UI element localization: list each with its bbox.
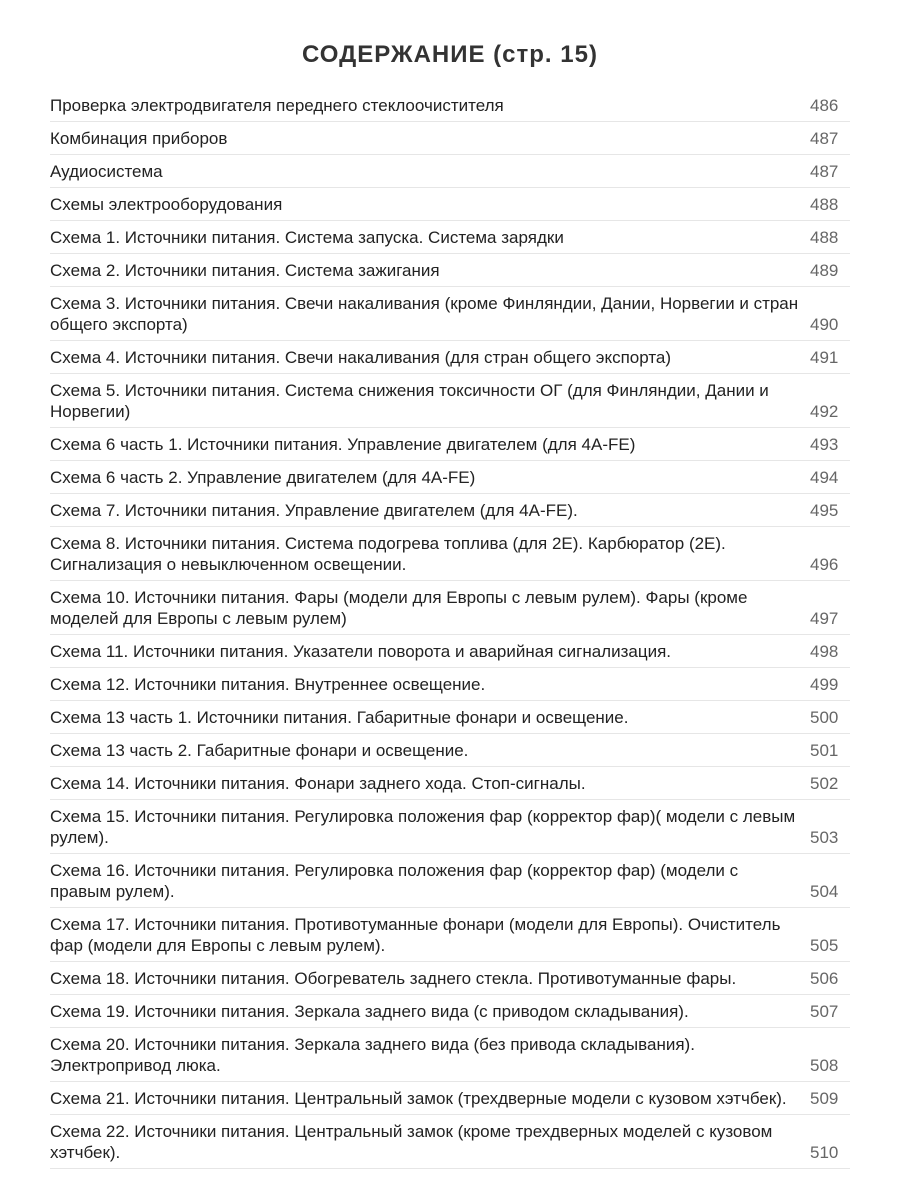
toc-entry-title: Схема 19. Источники питания. Зеркала заднего вида (с приводом складывания). (50, 1002, 689, 1021)
toc-entry-page: 491 (810, 348, 839, 367)
toc-entry[interactable] (50, 188, 850, 221)
toc-entry-page: 487 (810, 129, 839, 148)
toc-entry-title: Схема 4. Источники питания. Свечи накаливания (для стран общего экспорта) (50, 348, 672, 367)
toc-entry[interactable] (50, 767, 850, 800)
toc-entry-title: Аудиосистема (50, 162, 163, 181)
toc-entry[interactable] (50, 635, 850, 668)
toc-entry-page: 500 (810, 708, 839, 727)
toc-entry-title: Схема 8. Источники питания. Система подогрева топлива (для 2E). Карбюратор (2E). Сигнализация о невыключенном освещении. (50, 534, 726, 574)
toc-entry-title: Схема 6 часть 1. Источники питания. Управление двигателем (для 4A-FE) (50, 435, 636, 454)
toc-entry[interactable] (50, 254, 850, 287)
toc-entry-title: Проверка электродвигателя переднего стеклоочистителя (50, 96, 504, 115)
toc-entry-title: Схема 14. Источники питания. Фонари заднего хода. Стоп-сигналы. (50, 774, 586, 793)
toc-entry-title: Схема 18. Источники питания. Обогреватель заднего стекла. Противотуманные фары. (50, 969, 737, 988)
toc-entry-title: Схема 16. Источники питания. Регулировка положения фар (корректор фар) (модели с правым рулем). (50, 861, 739, 901)
toc-entry-title: Комбинация приборов (50, 129, 228, 148)
toc-entry-title: Схема 11. Источники питания. Указатели поворота и аварийная сигнализация. (50, 642, 672, 661)
toc-entry[interactable] (50, 854, 850, 908)
toc-entry-title: Схема 13 часть 2. Габаритные фонари и освещение. (50, 741, 469, 760)
toc-entry-title: Схема 6 часть 2. Управление двигателем (для 4A-FE) (50, 468, 476, 487)
toc-entry-title: Схема 10. Источники питания. Фары (модели для Европы с левым рулем). Фары (кроме моделей для Европы с левым рулем) (50, 588, 748, 628)
toc-entry[interactable] (50, 155, 850, 188)
toc-entry-page: 497 (810, 609, 839, 628)
toc-entry-title: Схема 5. Источники питания. Система снижения токсичности ОГ (для Финляндии, Дании и Норвегии) (50, 381, 769, 421)
toc-entry-title: Схема 17. Источники питания. Противотуманные фонари (модели для Европы). Очиститель фар (модели для Европы с левым рулем). (50, 915, 781, 955)
toc-entry-page: 509 (810, 1089, 839, 1108)
toc-entry[interactable] (50, 1115, 850, 1169)
toc-entry-page: 499 (810, 675, 839, 694)
toc-entry[interactable] (50, 221, 850, 254)
toc-entry-title: Схемы электрооборудования (50, 195, 283, 214)
toc-entry-page: 488 (810, 228, 839, 247)
toc-entry-title: Схема 12. Источники питания. Внутреннее освещение. (50, 675, 486, 694)
page-title: СОДЕРЖАНИЕ (стр. 15) (302, 41, 598, 68)
toc-entry[interactable] (50, 1028, 850, 1082)
toc-entry-title: Схема 7. Источники питания. Управление двигателем (для 4A-FE). (50, 501, 578, 520)
toc-entry-page: 504 (810, 882, 839, 901)
toc-entry-page: 501 (810, 741, 839, 760)
toc-entry-page: 498 (810, 642, 839, 661)
toc-entry-page: 502 (810, 774, 839, 793)
toc-entry[interactable] (50, 701, 850, 734)
toc-entry-page: 494 (810, 468, 839, 487)
toc-entry[interactable] (50, 341, 850, 374)
toc-entry[interactable] (50, 734, 850, 767)
toc-entry-title: Схема 21. Источники питания. Центральный замок (трехдверные модели с кузовом хэтчбек). (50, 1089, 787, 1108)
toc-entry[interactable] (50, 494, 850, 527)
toc-entry[interactable] (50, 800, 850, 854)
toc-entry[interactable] (50, 527, 850, 581)
toc-entry[interactable] (50, 962, 850, 995)
toc-entry-page: 510 (810, 1143, 839, 1162)
toc-entry-page: 493 (810, 435, 839, 454)
toc-entry[interactable] (50, 581, 850, 635)
table-of-contents (50, 89, 850, 1169)
toc-entry-page: 489 (810, 261, 839, 280)
toc-entry[interactable] (50, 995, 850, 1028)
toc-entry-page: 505 (810, 936, 839, 955)
toc-entry-title: Схема 1. Источники питания. Система запуска. Система зарядки (50, 228, 564, 247)
toc-entry[interactable] (50, 287, 850, 341)
toc-entry[interactable] (50, 428, 850, 461)
toc-entry-title: Схема 3. Источники питания. Свечи накаливания (кроме Финляндии, Дании, Норвегии и стран общего экспорта) (50, 294, 799, 334)
toc-entry-page: 503 (810, 828, 839, 847)
toc-entry[interactable] (50, 908, 850, 962)
toc-entry-title: Схема 22. Источники питания. Центральный замок (кроме трехдверных моделей с кузовом хэтчбек). (50, 1122, 773, 1162)
toc-entry[interactable] (50, 374, 850, 428)
toc-entry[interactable] (50, 461, 850, 494)
toc-entry-page: 496 (810, 555, 839, 574)
toc-entry-page: 486 (810, 96, 839, 115)
toc-entry-page: 488 (810, 195, 839, 214)
toc-entry-page: 507 (810, 1002, 839, 1021)
toc-entry-page: 492 (810, 402, 839, 421)
toc-entry[interactable] (50, 122, 850, 155)
toc-entry[interactable] (50, 89, 850, 122)
toc-entry-page: 506 (810, 969, 839, 988)
toc-entry-page: 508 (810, 1056, 839, 1075)
toc-entry-title: Схема 15. Источники питания. Регулировка положения фар (корректор фар)( модели с левым рулем). (50, 807, 796, 847)
toc-entry-title: Схема 20. Источники питания. Зеркала заднего вида (без привода складывания). Электропривод люка. (50, 1035, 695, 1075)
toc-entry[interactable] (50, 1082, 850, 1115)
toc-entry-page: 487 (810, 162, 839, 181)
toc-entry[interactable] (50, 668, 850, 701)
toc-entry-title: Схема 13 часть 1. Источники питания. Габаритные фонари и освещение. (50, 708, 629, 727)
toc-entry-title: Схема 2. Источники питания. Система зажигания (50, 261, 440, 280)
toc-entry-page: 490 (810, 315, 839, 334)
toc-entry-page: 495 (810, 501, 839, 520)
